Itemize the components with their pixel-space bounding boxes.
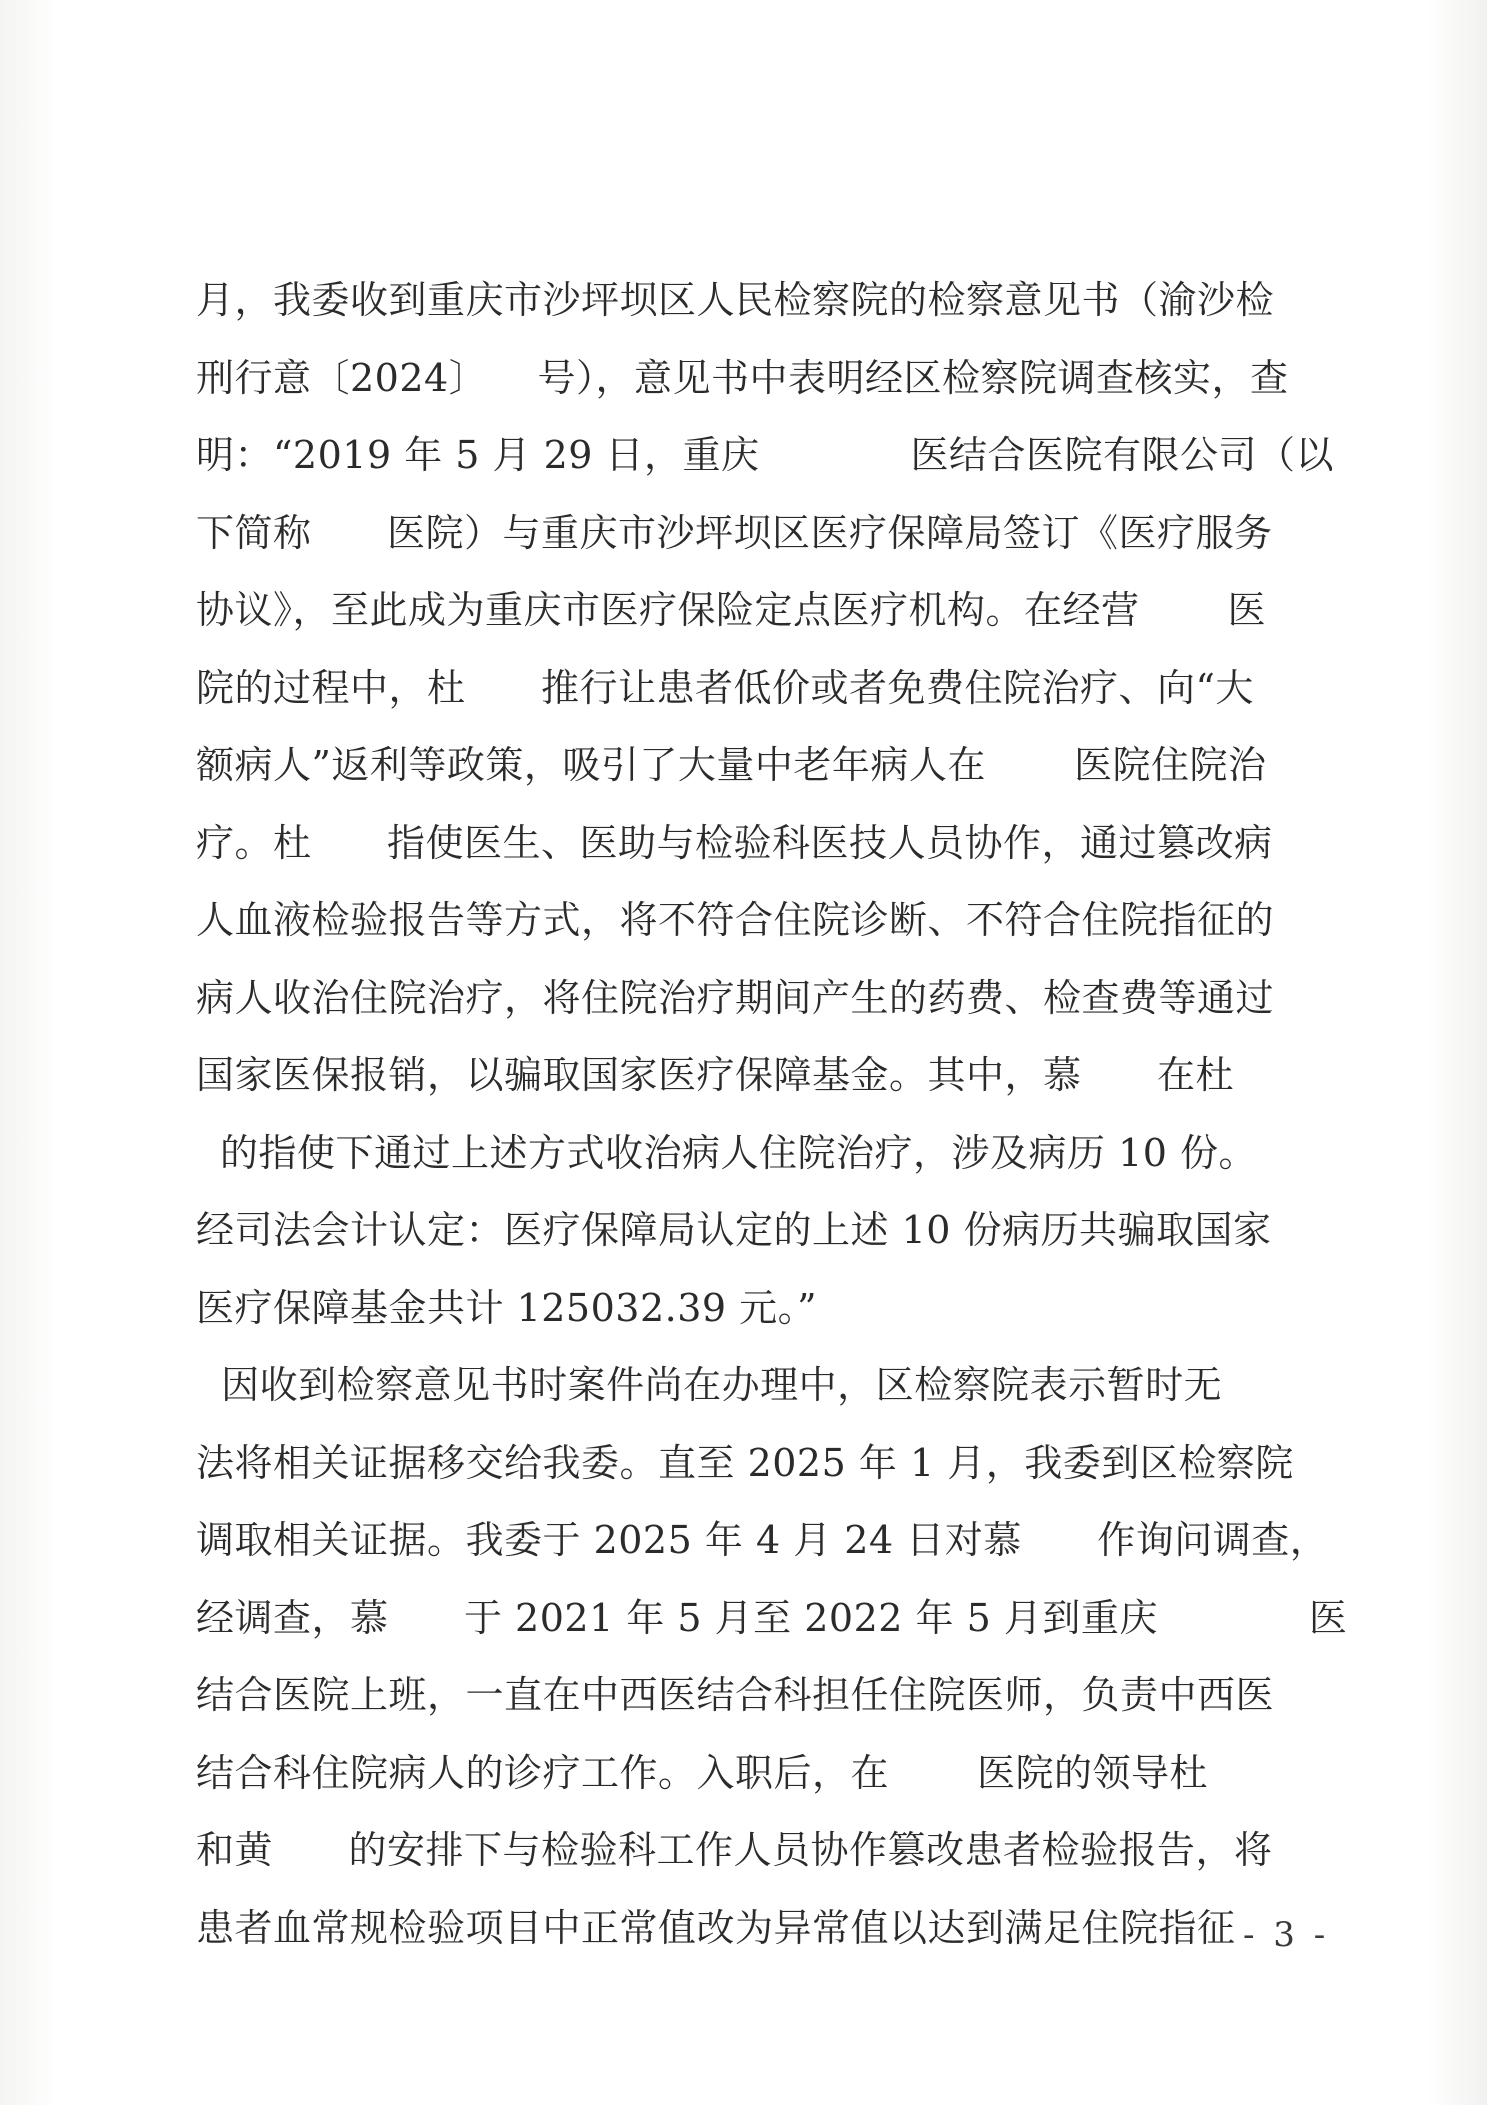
text-line: 调取相关证据。我委于 2025 年 4 月 24 日对慕 作询问调查， [196, 1518, 1329, 1562]
text-line: 月，我委收到重庆市沙坪坝区人民检察院的检察意见书（渝沙检 [196, 278, 1275, 322]
text-line: 人血液检验报告等方式，将不符合住院诊断、不符合住院指征的 [196, 898, 1275, 942]
text-line: 疗。杜 指使医生、医助与检验科医技人员协作，通过篡改病 [196, 820, 1273, 865]
text-line: 的指使下通过上述方式收治病人住院治疗，涉及病历 10 份。 [220, 1130, 1258, 1175]
text-line: 和黄 的安排下与检验科工作人员协作篡改患者检验报告，将 [196, 1828, 1273, 1872]
text-line: 法将相关证据移交给我委。直至 2025 年 1 月，我委到区检察院 [196, 1440, 1294, 1485]
text-line: 结合医院上班，一直在中西医结合科担任住院医师，负责中西医 [196, 1673, 1275, 1717]
text-line: 国家医保报销，以骗取国家医疗保障基金。其中，慕 在杜 [196, 1053, 1234, 1097]
document-body [196, 262, 1348, 1967]
text-line: 患者血常规检验项目中正常值改为异常值以达到满足住院指征 [196, 1905, 1236, 1950]
text-line: 额病人”返利等政策，吸引了大量中老年病人在 医院住院治 [196, 743, 1267, 787]
text-line: 明：“2019 年 5 月 29 日，重庆 医结合医院有限公司（以 [196, 433, 1335, 477]
page-number: - 3 - [1243, 1915, 1330, 1955]
text-line: 病人收治住院治疗，将住院治疗期间产生的药费、检查费等通过 [196, 975, 1275, 1020]
paragraph-start-line: 因收到检察意见书时案件尚在办理中，区检察院表示暂时无 [196, 1363, 1223, 1407]
text-line: 医疗保障基金共计 125032.39 元。” [196, 1285, 818, 1330]
text-line: 刑行意〔2024〕 号），意见书中表明经区检察院调查核实，查 [196, 355, 1289, 400]
text-line: 协议》，至此成为重庆市医疗保险定点医疗机构。在经营 医 [196, 588, 1267, 632]
text-line: 经司法会计认定：医疗保障局认定的上述 10 份病历共骗取国家 [196, 1208, 1272, 1252]
text-line: 结合科住院病人的诊疗工作。入职后，在 医院的领导杜 [196, 1750, 1209, 1795]
text-line: 下简称 医院）与重庆市沙坪坝区医疗保障局签订《医疗服务 [196, 510, 1273, 555]
text-line: 经调查，慕 于 2021 年 5 月至 2022 年 5 月到重庆 医 [196, 1595, 1348, 1640]
text-line: 院的过程中，杜 推行让患者低价或者免费住院治疗、向“大 [196, 665, 1254, 710]
